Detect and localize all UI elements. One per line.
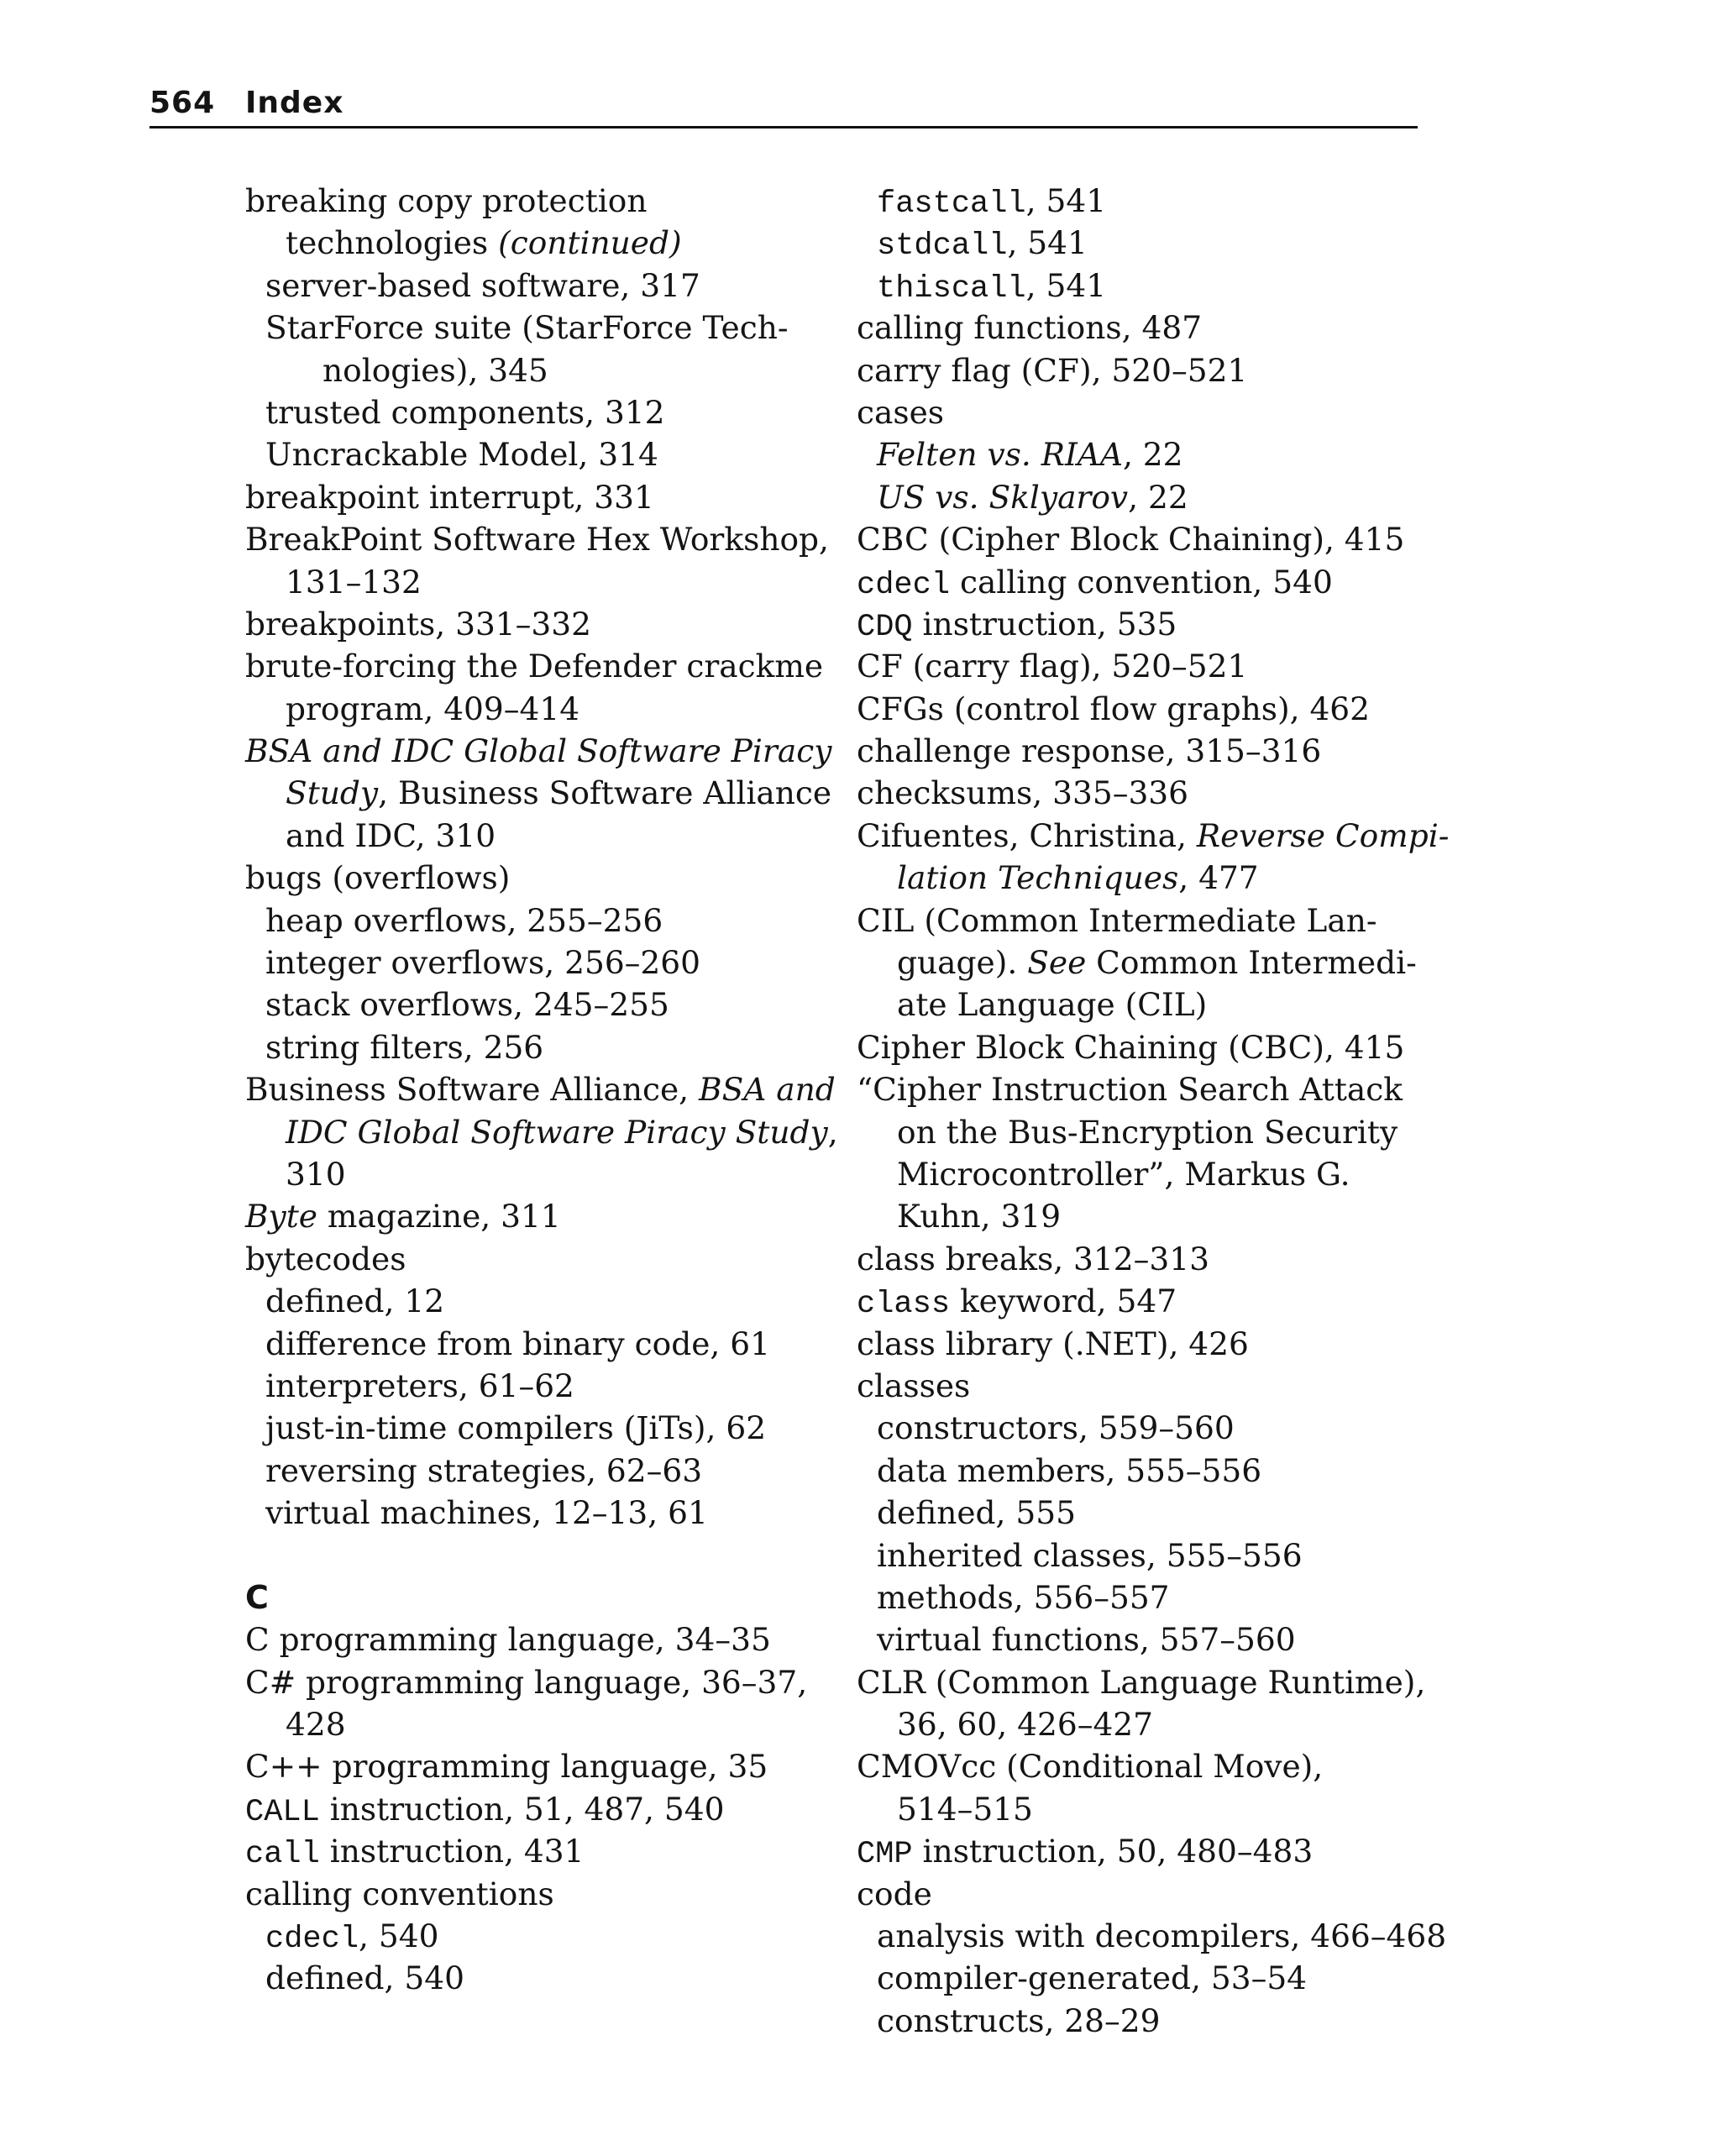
index-entry [245,1195,850,1237]
index-entry [857,1026,1428,1068]
entry-text: breakpoints, 331–332 [245,605,591,643]
index-subentry [857,1450,1428,1492]
entry-text: classes [857,1367,971,1404]
italic-title: See [1027,944,1087,982]
index-entry [857,349,1428,391]
index-subentry [857,1407,1428,1449]
index-subentry [245,900,850,942]
entry-text: virtual functions, 557–560 [877,1621,1296,1659]
index-subentry [245,1450,850,1492]
entry-text: C++ programming language, 35 [245,1748,768,1786]
entry-text: breakpoint interrupt, 331 [245,478,654,516]
index-entry-continuation [245,1153,850,1195]
entry-text: 514–515 [897,1790,1033,1828]
entry-text: just-in-time compilers (JiTs), 62 [265,1409,767,1447]
index-subentry [245,307,850,349]
index-entry [857,1323,1428,1365]
entry-text: and IDC, 310 [286,816,496,854]
entry-text: Cipher Block Chaining (CBC), 415 [857,1028,1405,1066]
entry-text: 310 [286,1155,346,1193]
entry-text: bugs (overflows) [245,859,511,897]
entry-text: class library (.NET), 426 [857,1325,1249,1362]
index-entry-continuation [245,688,850,730]
index-subentry [857,1957,1428,1999]
index-entry-continuation [245,1111,850,1153]
entry-text: , 22 [1122,436,1183,474]
entry-text: program, 409–414 [286,690,580,727]
entry-text: trusted components, 312 [265,393,665,431]
entry-text: Business Software Alliance, [245,1071,700,1109]
index-entry-continuation [857,1111,1428,1153]
italic-title: Reverse Compi- [1196,816,1450,854]
entry-text: bytecodes [245,1240,406,1277]
italic-title: BSA and [699,1071,836,1109]
entry-text: checksums, 335–336 [857,774,1189,812]
italic-title: Study [286,774,379,812]
index-entry [245,603,850,645]
index-subentry [245,1323,850,1365]
entry-text: constructors, 559–560 [877,1409,1235,1447]
index-entry-continuation [245,772,850,814]
entry-text: 36, 60, 426–427 [897,1706,1154,1744]
entry-text: , 22 [1128,478,1188,516]
italic-title: Byte [245,1198,318,1235]
entry-text: “Cipher Instruction Search Attack [857,1071,1403,1109]
index-entry-continuation [857,942,1428,984]
index-entry [245,730,850,772]
index-entry-continuation [857,1195,1428,1237]
code-term: fastcall [877,186,1026,222]
code-term: cdecl [265,1922,359,1958]
index-entry [857,1365,1428,1407]
italic-title: IDC Global Software Piracy Study [286,1113,828,1151]
entry-text: server-based software, 317 [265,266,700,304]
entry-text: StarForce suite (StarForce Tech- [265,309,789,347]
entry-text: class breaks, 312–313 [857,1240,1209,1277]
index-entry-continuation [245,222,850,264]
index-entry [245,857,850,899]
index-entry-continuation [857,1153,1428,1195]
page-number: 564 [149,86,216,120]
entry-text: string filters, 256 [265,1028,544,1066]
italic-title: Felten vs. RIAA [877,436,1123,474]
index-entry-continuation [857,1703,1428,1745]
entry-text: , 477 [1178,859,1259,897]
index-subentry [857,1576,1428,1618]
index-entry [857,1830,1428,1872]
entry-text: calling convention, 540 [950,563,1333,601]
entry-text: instruction, 51, 487, 540 [319,1790,725,1828]
index-entry [857,1238,1428,1280]
index-subentry [245,984,850,1026]
index-entry-continuation [857,984,1428,1026]
code-term: CDQ [857,609,913,645]
index-entry [857,815,1450,857]
entry-text: guage). [897,944,1028,982]
index-subentry [857,180,1428,222]
entry-text: CFGs (control flow graphs), 462 [857,690,1371,727]
index-entry [857,730,1428,772]
code-term: stdcall [877,228,1008,265]
index-entry-continuation [245,561,850,603]
code-term: CALL [245,1794,320,1830]
entry-text: constructs, 28–29 [877,2001,1161,2039]
index-entry [245,476,850,518]
index-entry [245,1788,850,1830]
entry-text: Uncrackable Model, 314 [265,436,658,474]
index-entry [857,518,1428,560]
index-entry [245,645,850,687]
index-entry [857,688,1428,730]
index-subentry [245,1915,850,1957]
index-subentry [857,433,1428,475]
page-header [149,82,1418,129]
italic-title: US vs. Sklyarov [877,478,1129,516]
index-entry [245,1873,850,1915]
entry-text: C programming language, 34–35 [245,1621,771,1659]
entry-text: Microcontroller”, Markus G. [897,1155,1350,1193]
entry-text: on the Bus-Encryption Security [897,1113,1398,1151]
code-term: CMP [857,1837,913,1873]
entry-text: code [857,1875,932,1912]
entry-text: nologies), 345 [322,351,548,389]
entry-text: challenge response, 315–316 [857,732,1322,770]
entry-text: virtual machines, 12–13, 61 [265,1494,708,1532]
entry-text: , 541 [1025,266,1107,304]
entry-text: breaking copy protection [245,182,648,219]
index-entry [857,645,1428,687]
entry-text: , 541 [1007,224,1088,262]
entry-text: , 541 [1025,182,1107,219]
index-entry-continuation [857,1788,1428,1830]
index-entry [857,1068,1428,1110]
entry-text: methods, 556–557 [877,1578,1170,1616]
code-term: class [857,1287,951,1323]
entry-text: BreakPoint Software Hex Workshop, [245,521,829,559]
index-subentry [857,1618,1428,1660]
entry-text: 131–132 [286,563,422,601]
section-letter-heading: C [245,1578,269,1616]
entry-text: defined, 540 [265,1959,464,1997]
entry-text: compiler-generated, 53–54 [877,1959,1308,1997]
entry-text: technologies [286,224,499,262]
entry-text: , 540 [359,1917,439,1955]
entry-text: brute-forcing the Defender crackme [245,648,824,685]
entry-text: C# programming language, 36–37, [245,1663,808,1701]
code-term: cdecl [857,567,951,603]
index-entry-continuation [245,815,850,857]
index-entry [857,1745,1428,1787]
entry-text: reversing strategies, 62–63 [265,1451,703,1489]
entry-text: calling conventions [245,1875,554,1912]
page-title: Index [245,86,344,120]
index-entry [857,772,1428,814]
entry-text: analysis with decompilers, 466–468 [877,1917,1447,1955]
entry-text: CMOVcc (Conditional Move), [857,1748,1324,1786]
entry-text: Kuhn, 319 [897,1198,1062,1235]
index-entry-continuation [857,857,1428,899]
index-entry [857,1661,1428,1703]
entry-text: CLR (Common Language Runtime), [857,1663,1426,1701]
entry-text: 428 [286,1706,346,1744]
index-subentry [245,433,850,475]
index-entry [857,561,1428,603]
index-column-right [857,180,1450,2042]
index-subentry [857,265,1428,307]
index-entry [245,1618,850,1660]
entry-text: Cifuentes, Christina, [857,816,1197,854]
index-entry [245,1661,850,1703]
entry-text: heap overflows, 255–256 [265,901,663,939]
index-subentry [245,1407,850,1449]
code-term: thiscall [877,270,1026,307]
index-subentry [245,391,850,433]
entry-text: instruction, 431 [319,1833,585,1870]
entry-text: CF (carry flag), 520–521 [857,648,1248,685]
entry-text: carry flag (CF), 520–521 [857,351,1248,389]
index-subentry [245,1365,850,1407]
entry-text: ate Language (CIL) [897,986,1208,1024]
index-subentry [245,265,850,307]
index-entry [245,1238,850,1280]
entry-text: defined, 12 [265,1283,445,1320]
index-subentry [245,1280,850,1322]
index-entry [245,518,850,560]
index-entry [857,603,1428,645]
italic-title: (continued) [498,224,682,262]
index-entry [245,180,850,222]
entry-text: , [827,1113,838,1151]
index-subentry [245,1492,850,1534]
index-entry [245,1068,850,1110]
index-subentry [857,1534,1428,1576]
entry-text: Common Intermedi- [1086,944,1417,982]
entry-text: cases [857,393,945,431]
entry-text: keyword, 547 [950,1283,1177,1320]
code-term: call [245,1837,320,1873]
index-subentry [857,222,1428,264]
italic-title: BSA and IDC Global Software Piracy [245,732,832,770]
italic-title: lation Techniques [897,859,1179,897]
index-subentry [245,1957,850,1999]
index-entry [245,1830,850,1872]
entry-text: integer overflows, 256–260 [265,944,701,982]
entry-text: calling functions, 487 [857,309,1203,347]
index-subentry [245,1026,850,1068]
index-entry [857,900,1428,942]
index-entry [857,1873,1428,1915]
index-subentry [857,1492,1428,1534]
entry-text: difference from binary code, 61 [265,1325,770,1362]
index-subentry [857,476,1428,518]
index-entry-continuation [245,1703,850,1745]
index-entry [857,1280,1428,1322]
entry-text: , Business Software Alliance [378,774,832,812]
index-entry-continuation [245,349,850,391]
entry-text: CBC (Cipher Block Chaining), 415 [857,521,1405,559]
entry-text: instruction, 50, 480–483 [912,1833,1314,1870]
entry-text: stack overflows, 245–255 [265,986,669,1024]
index-subentry [857,2000,1428,2042]
index-entry [245,1745,850,1787]
index-subentry [245,942,850,984]
entry-text: inherited classes, 555–556 [877,1536,1303,1574]
index-subentry [857,1915,1447,1957]
entry-text: defined, 555 [877,1494,1076,1532]
blank-line [245,1534,850,1576]
entry-text: data members, 555–556 [877,1451,1262,1489]
entry-text: magazine, 311 [317,1198,561,1235]
index-entry [857,391,1428,433]
index-entry [857,307,1428,349]
index-column-left [245,180,850,2000]
entry-text: instruction, 535 [912,605,1177,643]
entry-text: CIL (Common Intermediate Lan- [857,901,1377,939]
entry-text: interpreters, 61–62 [265,1367,574,1404]
